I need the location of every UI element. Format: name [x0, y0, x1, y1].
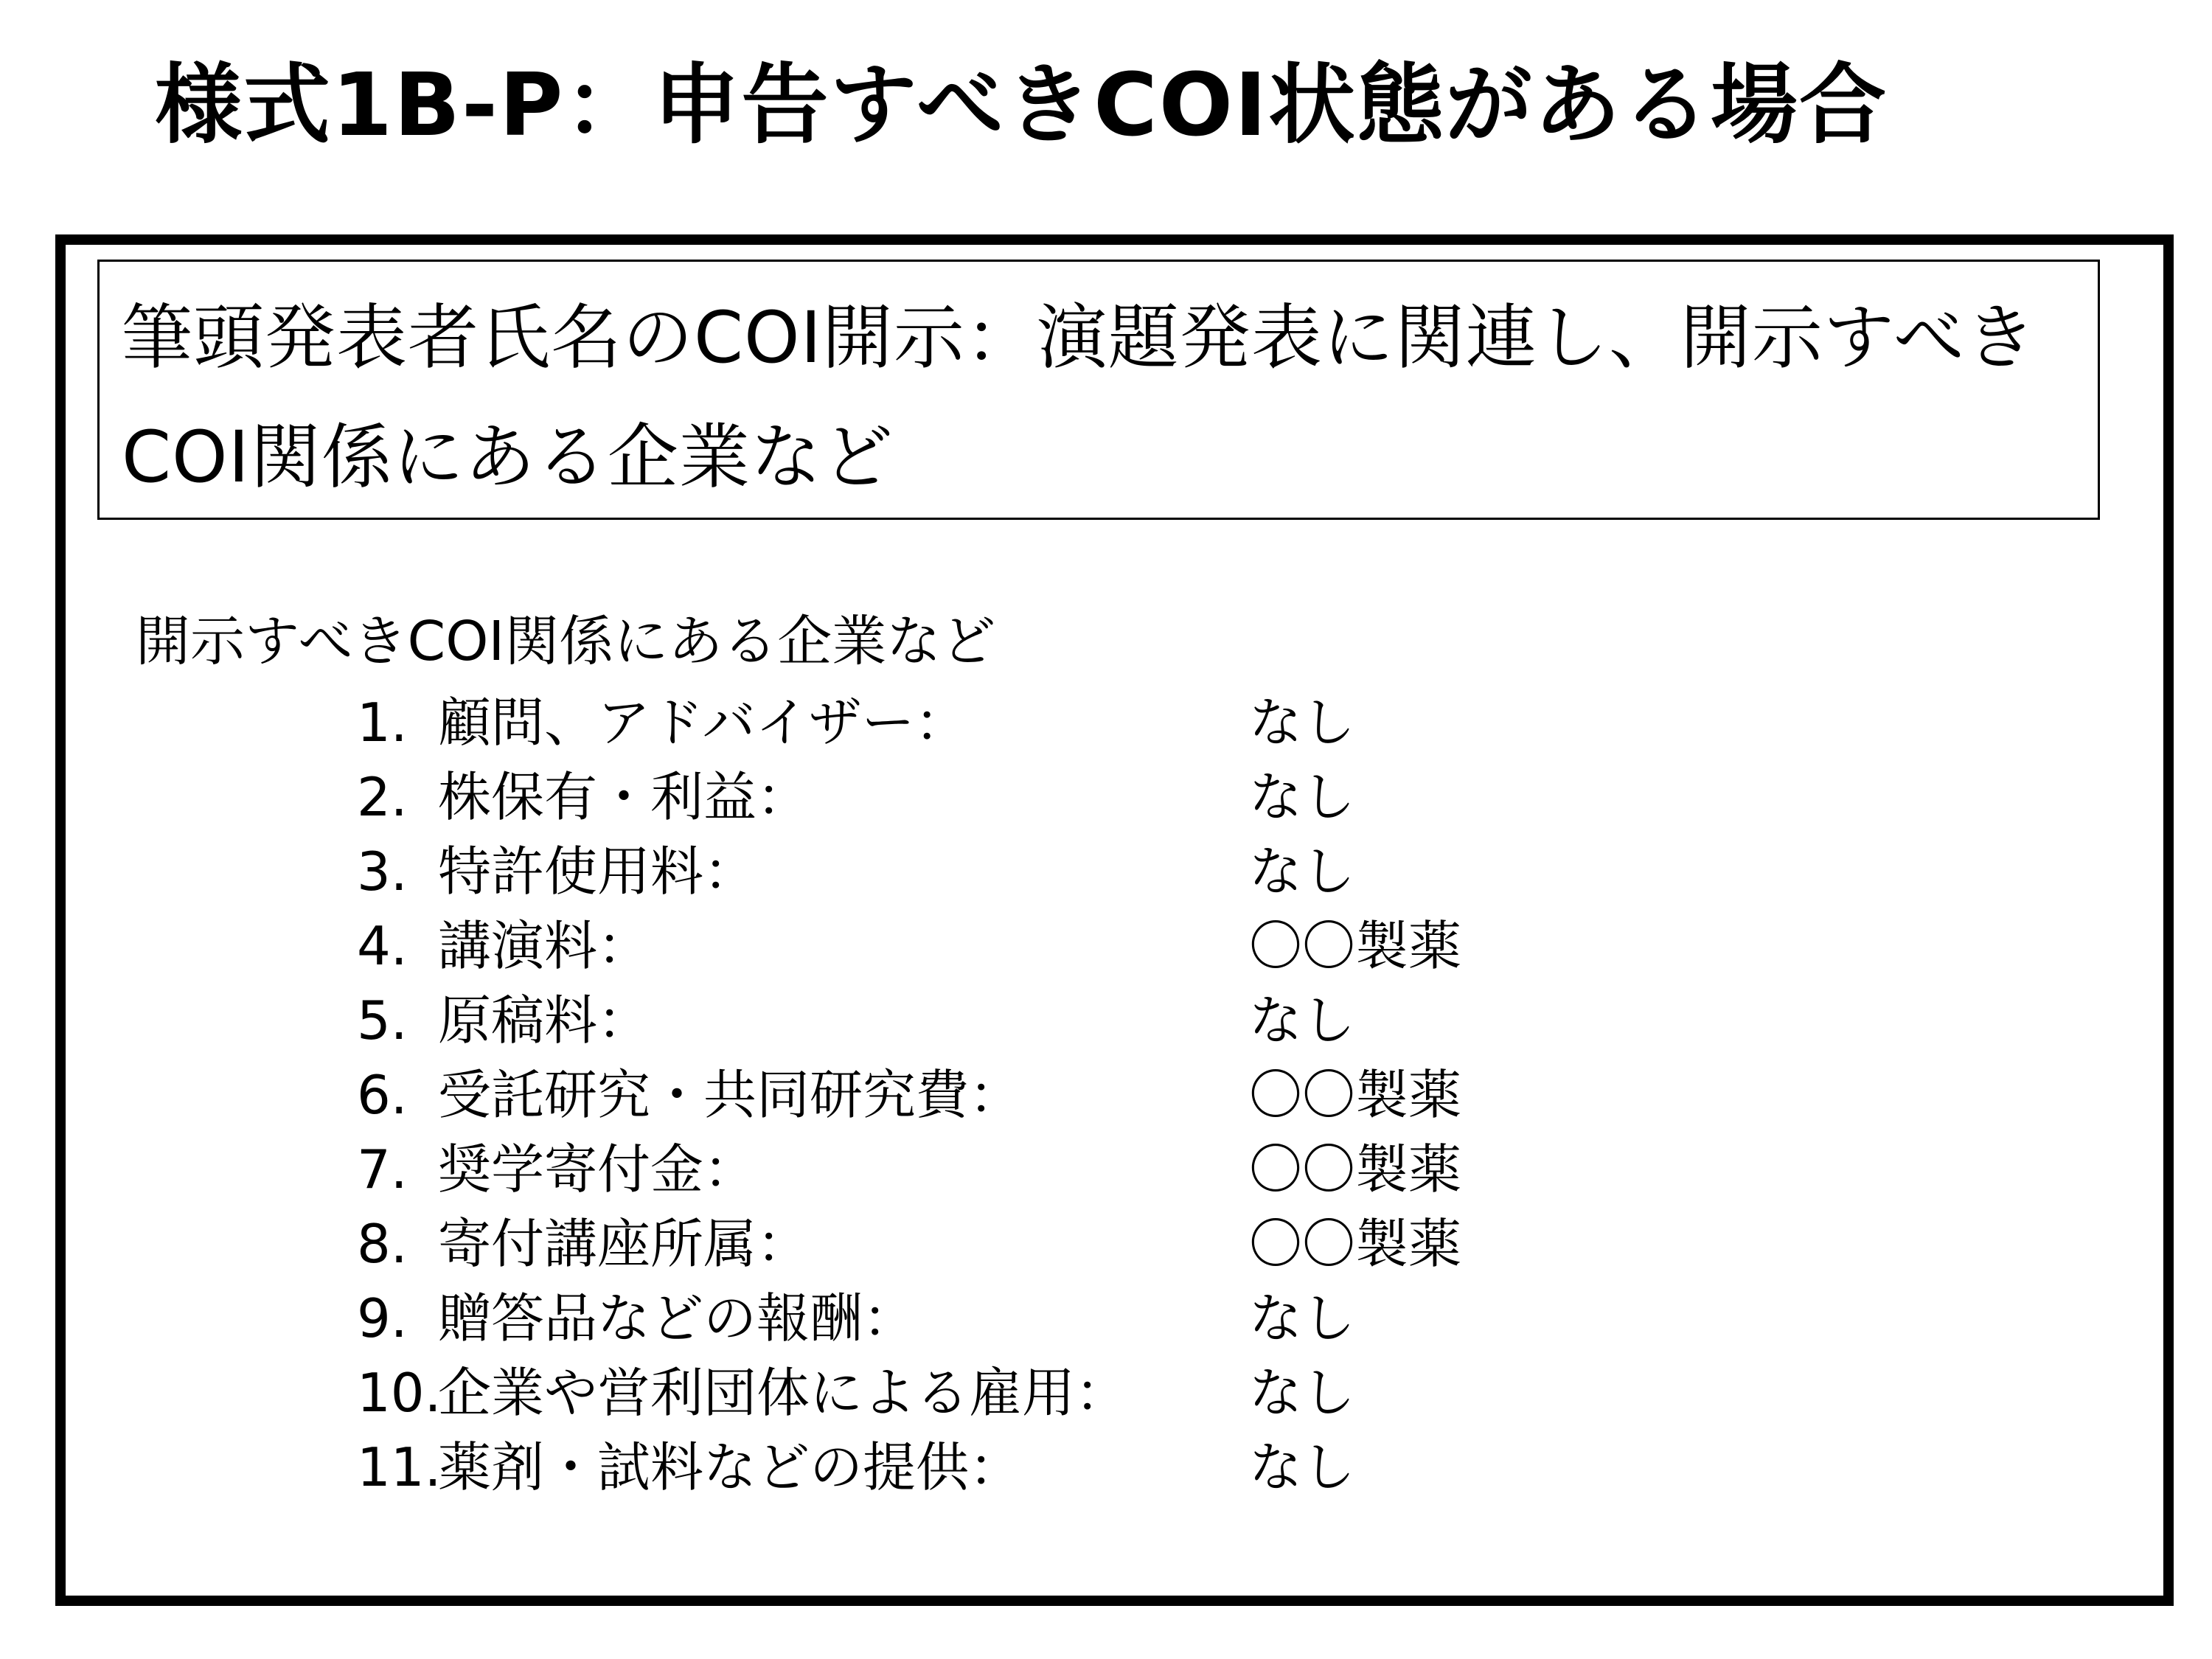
item-value: なし — [1249, 1362, 1356, 1424]
item-label: 原稿料： — [438, 990, 651, 1051]
item-number: 11. — [357, 1436, 442, 1498]
item-value: なし — [1249, 692, 1356, 754]
slide-title: 様式1B-P：申告すべきCOI状態がある場合 — [155, 54, 1888, 156]
item-label: 奨学寄付金： — [438, 1138, 757, 1200]
item-label: 特許使用料： — [438, 841, 757, 902]
coi-item-list — [357, 686, 1905, 1505]
item-value: なし — [1249, 1287, 1356, 1349]
item-label: 受託研究・共同研究費： — [438, 1064, 1023, 1126]
item-value: 〇〇製薬 — [1249, 1064, 1462, 1126]
disclosure-header-box — [97, 260, 2100, 520]
list-item — [357, 760, 1905, 835]
item-label: 企業や営利団体による雇用： — [438, 1362, 1129, 1424]
item-number: 7. — [357, 1138, 408, 1200]
item-number: 4. — [357, 915, 408, 977]
item-number: 8. — [357, 1213, 408, 1275]
list-item — [357, 909, 1905, 984]
list-item — [357, 984, 1905, 1058]
header-line-1: 筆頭発表者氏名のCOI開示：演題発表に関連し、開示すべき — [122, 296, 2037, 379]
item-value: 〇〇製薬 — [1249, 915, 1462, 977]
list-item — [357, 1356, 1905, 1430]
item-number: 5. — [357, 990, 408, 1051]
list-item — [357, 1207, 1905, 1281]
item-number: 2. — [357, 766, 408, 828]
item-value: 〇〇製薬 — [1249, 1213, 1462, 1275]
item-value: なし — [1249, 990, 1356, 1051]
list-item — [357, 1133, 1905, 1207]
item-number: 3. — [357, 841, 408, 902]
list-item — [357, 835, 1905, 909]
item-value: 〇〇製薬 — [1249, 1138, 1462, 1200]
item-number: 6. — [357, 1064, 408, 1126]
item-label: 講演料： — [438, 915, 651, 977]
item-label: 株保有・利益： — [438, 766, 810, 828]
list-item — [357, 686, 1905, 760]
header-line-2: COI関係にある企業など — [122, 416, 894, 498]
item-number: 1. — [357, 692, 408, 754]
list-item — [357, 1281, 1905, 1356]
item-number: 10. — [357, 1362, 442, 1424]
item-label: 贈答品などの報酬： — [438, 1287, 917, 1349]
list-heading: 開示すべきCOI関係にある企業など — [136, 610, 996, 673]
list-item — [357, 1058, 1905, 1133]
item-number: 9. — [357, 1287, 408, 1349]
item-value: なし — [1249, 1436, 1356, 1498]
item-value: なし — [1249, 766, 1356, 828]
item-value: なし — [1249, 841, 1356, 902]
list-item — [357, 1430, 1905, 1505]
item-label: 寄付講座所属： — [438, 1213, 810, 1275]
item-label: 顧問、アドバイザー： — [438, 692, 968, 754]
item-label: 薬剤・試料などの提供： — [438, 1436, 1023, 1498]
